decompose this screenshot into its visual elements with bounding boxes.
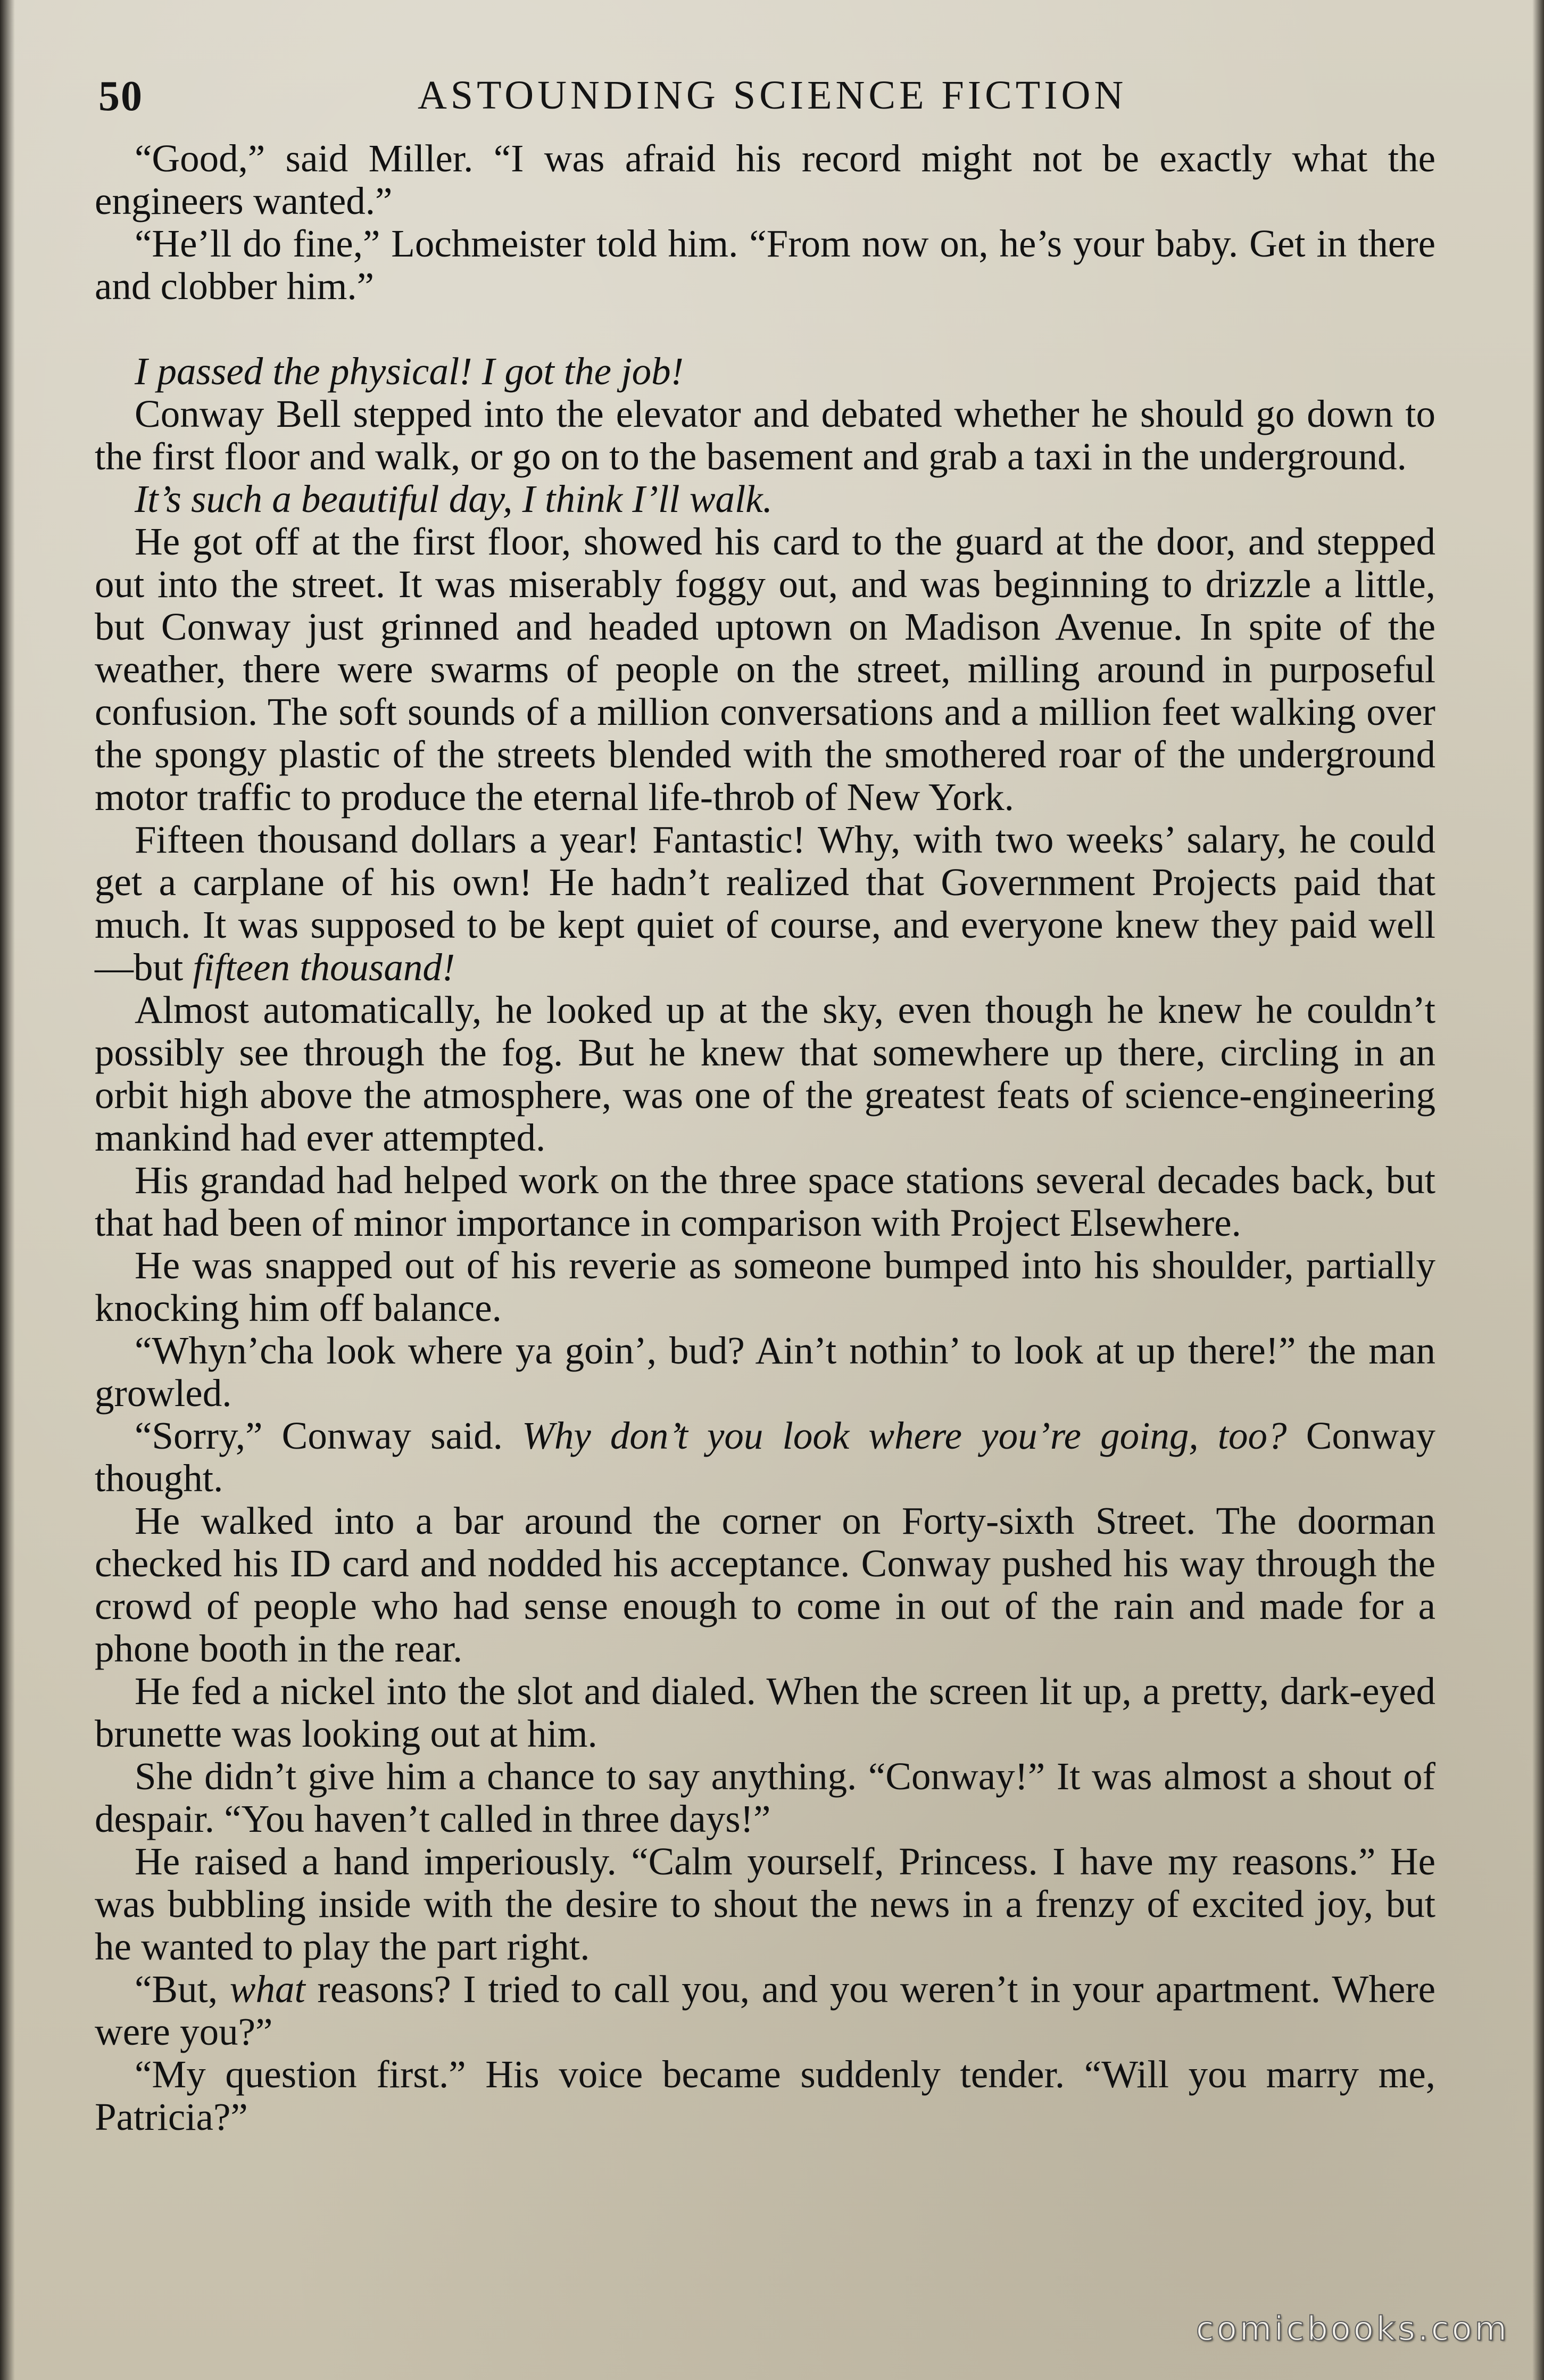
journal-title: ASTOUNDING SCIENCE FICTION (418, 73, 1127, 118)
story-paragraph (95, 478, 1435, 520)
paragraph-text: He was snapped out of his reverie as someone bumped into his shoulder, partially knocking him off balance. (95, 1244, 1435, 1329)
italic-text: fifteen thousand! (193, 946, 455, 989)
story-paragraph (95, 819, 1435, 989)
story-paragraph (95, 2053, 1435, 2138)
story-paragraph (95, 1329, 1435, 1415)
paragraph-text: “He’ll do fine,” Lochmeister told him. “From now on, he’s your baby. Get in there and clobber him.” (95, 222, 1435, 308)
paragraph-text: “But, (135, 1968, 230, 2011)
story-paragraph (95, 1755, 1435, 1840)
page-number: 50 (98, 73, 143, 120)
italic-text: Why don’t you look where you’re going, too? (522, 1414, 1287, 1457)
story-paragraph (95, 1840, 1435, 1968)
italic-text: It’s such a beautiful day, I think I’ll walk. (135, 477, 773, 520)
paragraph-text: Conway thought. (95, 1414, 1435, 1500)
story-paragraph (95, 393, 1435, 478)
story-paragraph (95, 1415, 1435, 1500)
paragraph-text: He fed a nickel into the slot and dialed. When the screen lit up, a pretty, dark-eyed brunette was looking out at him. (95, 1670, 1435, 1755)
story-paragraph (95, 222, 1435, 308)
story-paragraph (95, 350, 1435, 393)
paragraph-text: He raised a hand imperiously. “Calm yourself, Princess. I have my reasons.” He was bubbling inside with the desire to shout the news in a frenzy of excited joy, but he wanted to play the part right. (95, 1840, 1435, 1968)
story-paragraph (95, 1500, 1435, 1670)
site-watermark: comicbooks.com (1196, 2309, 1509, 2348)
paragraph-text: She didn’t give him a chance to say anything. “Conway!” It was almost a shout of despair. “You haven’t called in three days!” (95, 1755, 1435, 1840)
paragraph-text: “Sorry,” Conway said. (135, 1414, 522, 1457)
story-paragraph (95, 137, 1435, 222)
story-paragraph (95, 1670, 1435, 1755)
italic-text: I passed the physical! I got the job! (135, 350, 684, 393)
paragraph-text: He got off at the first floor, showed his card to the guard at the door, and stepped out into the street. It was miserably foggy out, and was beginning to drizzle a little, but Conway just grinned and headed uptown on Madison Avenue. In spite of the weather, there were swarms of people on the street, milling around in purposeful confusion. The soft sounds of a million conversations and a million feet walking over the spongy plastic of the streets blended with the smothered roar of the underground motor traffic to produce the eternal life-throb of New York. (95, 520, 1435, 819)
running-head (98, 63, 1438, 121)
story-paragraph (95, 1159, 1435, 1244)
paragraph-text: “My question first.” His voice became suddenly tender. “Will you marry me, Patricia?” (95, 2053, 1435, 2138)
paragraph-text: reasons? I tried to call you, and you weren’t in your apartment. Where were you?” (95, 1968, 1435, 2053)
paragraph-text: His grandad had helped work on the three space stations several decades back, but that had been of minor importance in comparison with Project Elsewhere. (95, 1159, 1435, 1244)
story-paragraph (95, 1968, 1435, 2053)
paragraph-text: He walked into a bar around the corner on Forty-sixth Street. The doorman checked his ID card and nodded his acceptance. Conway pushed his way through the crowd of people who had sense enough to come in out of the rain and made for a phone booth in the rear. (95, 1499, 1435, 1670)
paragraph-text: “Whyn’cha look where ya goin’, bud? Ain’t nothin’ to look at up there!” the man growled. (95, 1329, 1435, 1415)
story-paragraph (95, 989, 1435, 1159)
paragraph-text: “Good,” said Miller. “I was afraid his record might not be exactly what the engineers wanted.” (95, 137, 1435, 222)
italic-text: what (229, 1968, 305, 2011)
story-paragraph (95, 1244, 1435, 1329)
paragraph-text: Fifteen thousand dollars a year! Fantastic! Why, with two weeks’ salary, he could get a carplane of his own! He hadn’t realized that Government Projects paid that much. It was supposed to be kept quiet of course, and everyone knew they paid well—but (95, 818, 1435, 989)
story-text (95, 137, 1435, 2138)
paragraph-text: Almost automatically, he looked up at the sky, even though he knew he couldn’t possibly see through the fog. But he knew that somewhere up there, circling in an orbit high above the atmosphere, was one of the greatest feats of science-engineering mankind had ever attempted. (95, 988, 1435, 1159)
story-paragraph (95, 520, 1435, 819)
paragraph-text: Conway Bell stepped into the elevator and debated whether he should go down to the first floor and walk, or go on to the basement and grab a taxi in the underground. (95, 392, 1435, 478)
